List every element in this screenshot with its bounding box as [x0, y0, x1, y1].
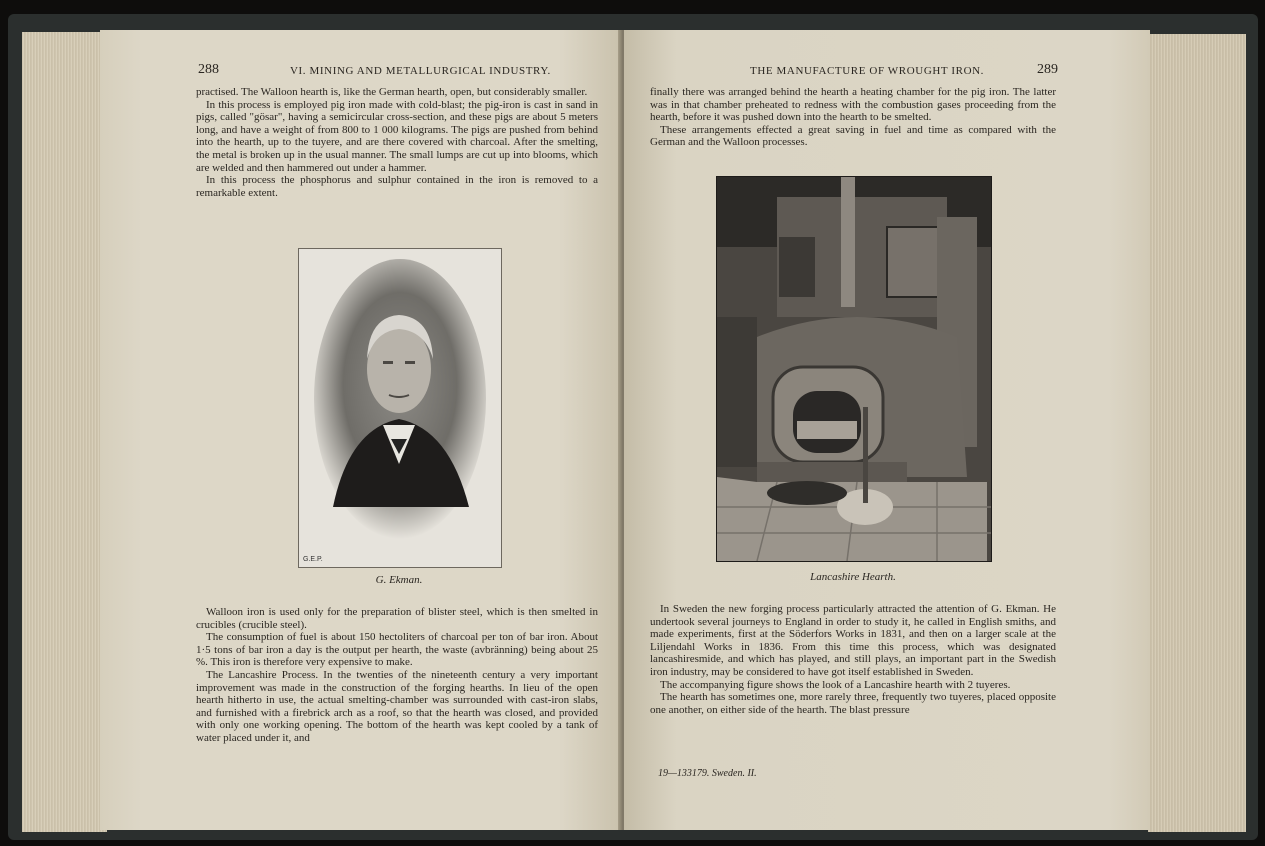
paragraph: finally there was arranged behind the hearth a heating chamber for the pig iron. The latter was in that chamber preheated to redness with the combustion gases proceeding from the hearth, before it was pushed down into the hearth to be smelted. — [650, 86, 1056, 124]
paragraph: In Sweden the new forging process particularly attracted the attention of G. Ekman. He undertook several journeys to England in order to study it, he called in English smiths, and made experiments, first at the Söderfors Works in 1831, and then on a larger scale at the Liljendahl Works in 1836. From this time this process, which was designated lancashiresmide, and which has played, and still plays, an important part in the Swedish iron industry, may be considered to have got itself established in Sweden. — [650, 603, 1056, 678]
lancashire-hearth-figure — [716, 176, 992, 562]
paragraph: In this process the phosphorus and sulphur contained in the iron is removed to a remarkable extent. — [196, 174, 598, 199]
paragraph: The hearth has sometimes one, more rarely three, frequently two tuyeres, placed opposite one another, on either side of the hearth. The blast pressure — [650, 691, 1056, 716]
page-edges-left — [22, 32, 107, 832]
page-edges-right — [1148, 34, 1246, 832]
paragraph: In this process is employed pig iron made with cold-blast; the pig-iron is cast in sand in pigs, called "gösar", having a semicircular cross-section, and these pigs are about 5 meters long, and have a weight of from 800 to 1 000 kilograms. The pigs are pushed from behind into the hearth, up to the tuyere, and are there covered with charcoal. After the smelting, the metal is broken up in the usual manner. The small lumps are cut up into blooms, which are welded and then hammered out under a hammer. — [196, 98, 598, 174]
left-top-text — [196, 86, 598, 199]
right-top-text — [650, 86, 1056, 149]
engraver-mark: G.E.P. — [303, 556, 323, 563]
portrait-figure — [298, 248, 502, 568]
paragraph: Walloon iron is used only for the preparation of blister steel, which is then smelted in crucibles (crucible steel). — [196, 606, 598, 631]
paragraph: The Lancashire Process. In the twenties of the nineteenth century a very important improvement was made in the construction of the forging hearths. In lieu of the open hearth hitherto in use, the actual smelting-chamber was surrounded with cast-iron slabs, and furnished with a firebrick arch as a roof, so that the hearth was closed, and provided with only one working opening. The bottom of the hearth was kept cooled by a tank of water placed under it, and — [196, 668, 598, 744]
signature-footer: 19—133179. Sweden. II. — [658, 768, 757, 779]
right-running-header: THE MANUFACTURE OF WROUGHT IRON. — [750, 65, 985, 77]
right-bottom-text — [650, 603, 1056, 716]
left-bottom-text — [196, 606, 598, 745]
paragraph: The consumption of fuel is about 150 hectoliters of charcoal per ton of bar iron. About 1·5 tons of bar iron a day is the output per hearth, the waste (avbränning) being about 25 %. This iron is therefore very expensive to make. — [196, 631, 598, 669]
right-page-number: 289 — [1037, 62, 1058, 77]
paragraph: These arrangements effected a great saving in fuel and time as compared with the German and the Walloon processes. — [650, 123, 1056, 149]
paragraph: The accompanying figure shows the look of a Lancashire hearth with 2 tuyeres. — [660, 678, 1011, 691]
portrait-caption: G. Ekman. — [375, 574, 423, 586]
left-page-number: 288 — [198, 62, 219, 77]
hearth-caption: Lancashire Hearth. — [810, 571, 896, 583]
left-running-header: VI. MINING AND METALLURGICAL INDUSTRY. — [290, 65, 551, 77]
paragraph: practised. The Walloon hearth is, like the German hearth, open, but considerably smaller. — [196, 86, 588, 98]
